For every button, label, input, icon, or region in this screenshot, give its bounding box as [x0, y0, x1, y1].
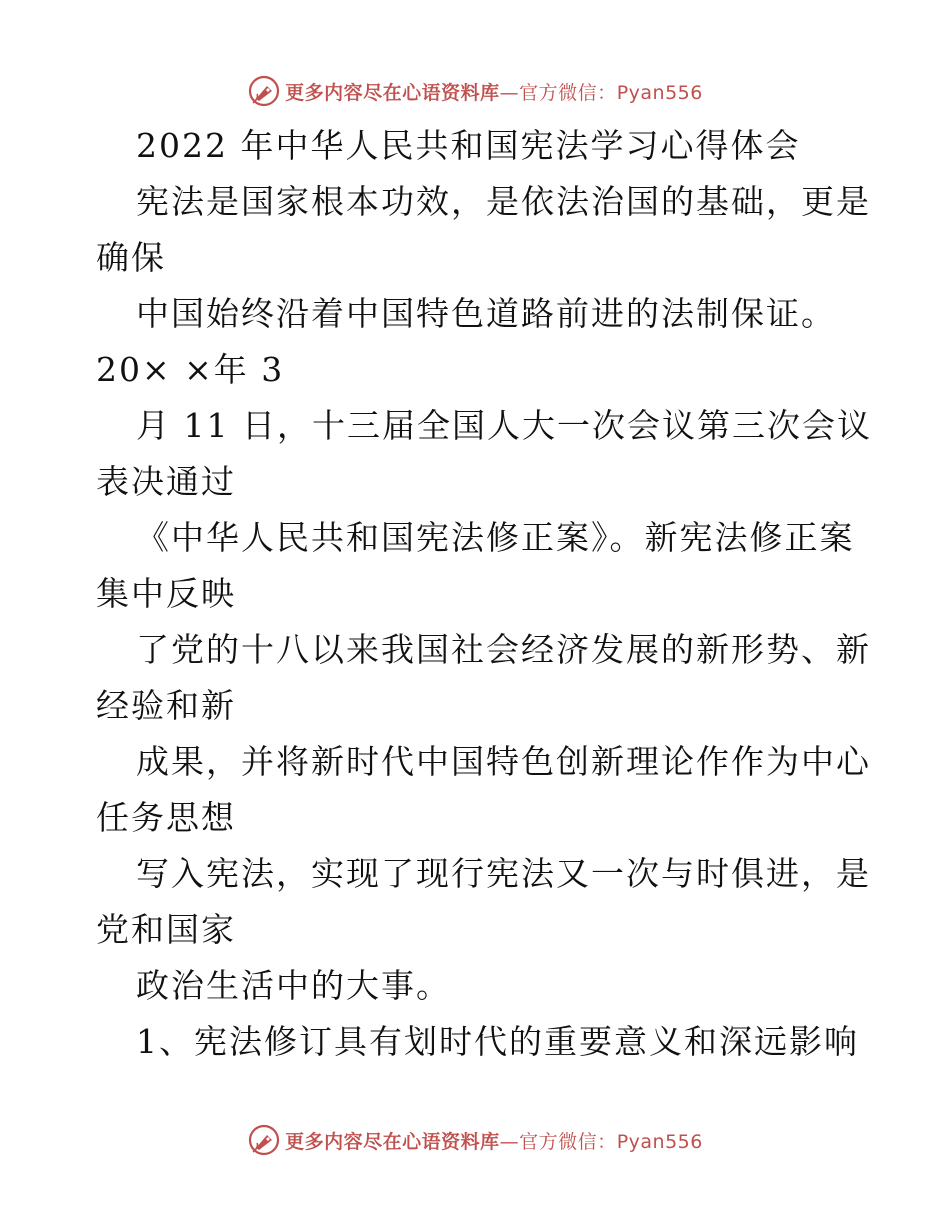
paragraph-line: 写入宪法，实现了现行宪法又一次与时俱进，是	[136, 854, 871, 893]
banner-site-name: 更多内容尽在心语资料库	[285, 1130, 500, 1153]
paragraph-line: 《中华人民共和国宪法修正案》。新宪法修正案	[136, 518, 855, 557]
paragraph-line: 20× ×年 3	[96, 350, 285, 389]
banner-site-name: 更多内容尽在心语资料库	[285, 81, 500, 104]
pen-nib-logo-icon	[247, 1123, 281, 1157]
paragraph-line: 表决通过	[96, 462, 236, 501]
paragraph-line: 集中反映	[96, 574, 236, 613]
paragraph-line: 月 11 日，十三届全国人大一次会议第三次会议	[136, 406, 872, 445]
paragraph-line: 确保	[96, 238, 166, 277]
paragraph-line: 中国始终沿着中国特色道路前进的法制保证。	[136, 294, 836, 333]
paragraph-line: 成果，并将新时代中国特色创新理论作作为中心	[136, 742, 871, 781]
document-title: 2022 年中华人民共和国宪法学习心得体会	[136, 126, 801, 165]
banner-text	[285, 78, 703, 105]
paragraph-line: 宪法是国家根本功效，是依法治国的基础，更是	[136, 182, 871, 221]
banner-wechat-id: Pyan556	[616, 1130, 703, 1153]
paragraph-line: 经验和新	[96, 686, 236, 725]
footer-watermark-banner	[0, 1120, 950, 1160]
section-heading: 1、宪法修订具有划时代的重要意义和深远影响	[136, 1022, 859, 1061]
banner-text	[285, 1127, 703, 1154]
pen-nib-logo-icon	[247, 74, 281, 108]
banner-separator: —	[499, 1130, 520, 1153]
banner-wechat-id: Pyan556	[616, 81, 703, 104]
banner-official-label: 官方微信：	[519, 1130, 617, 1153]
paragraph-line: 党和国家	[96, 910, 236, 949]
paragraph-line: 任务思想	[96, 798, 236, 837]
paragraph-line: 政治生活中的大事。	[136, 966, 451, 1005]
banner-official-label: 官方微信：	[519, 81, 617, 104]
banner-separator: —	[499, 81, 520, 104]
header-watermark-banner	[0, 71, 950, 111]
paragraph-line: 了党的十八以来我国社会经济发展的新形势、新	[136, 630, 871, 669]
document-body	[96, 118, 872, 1070]
